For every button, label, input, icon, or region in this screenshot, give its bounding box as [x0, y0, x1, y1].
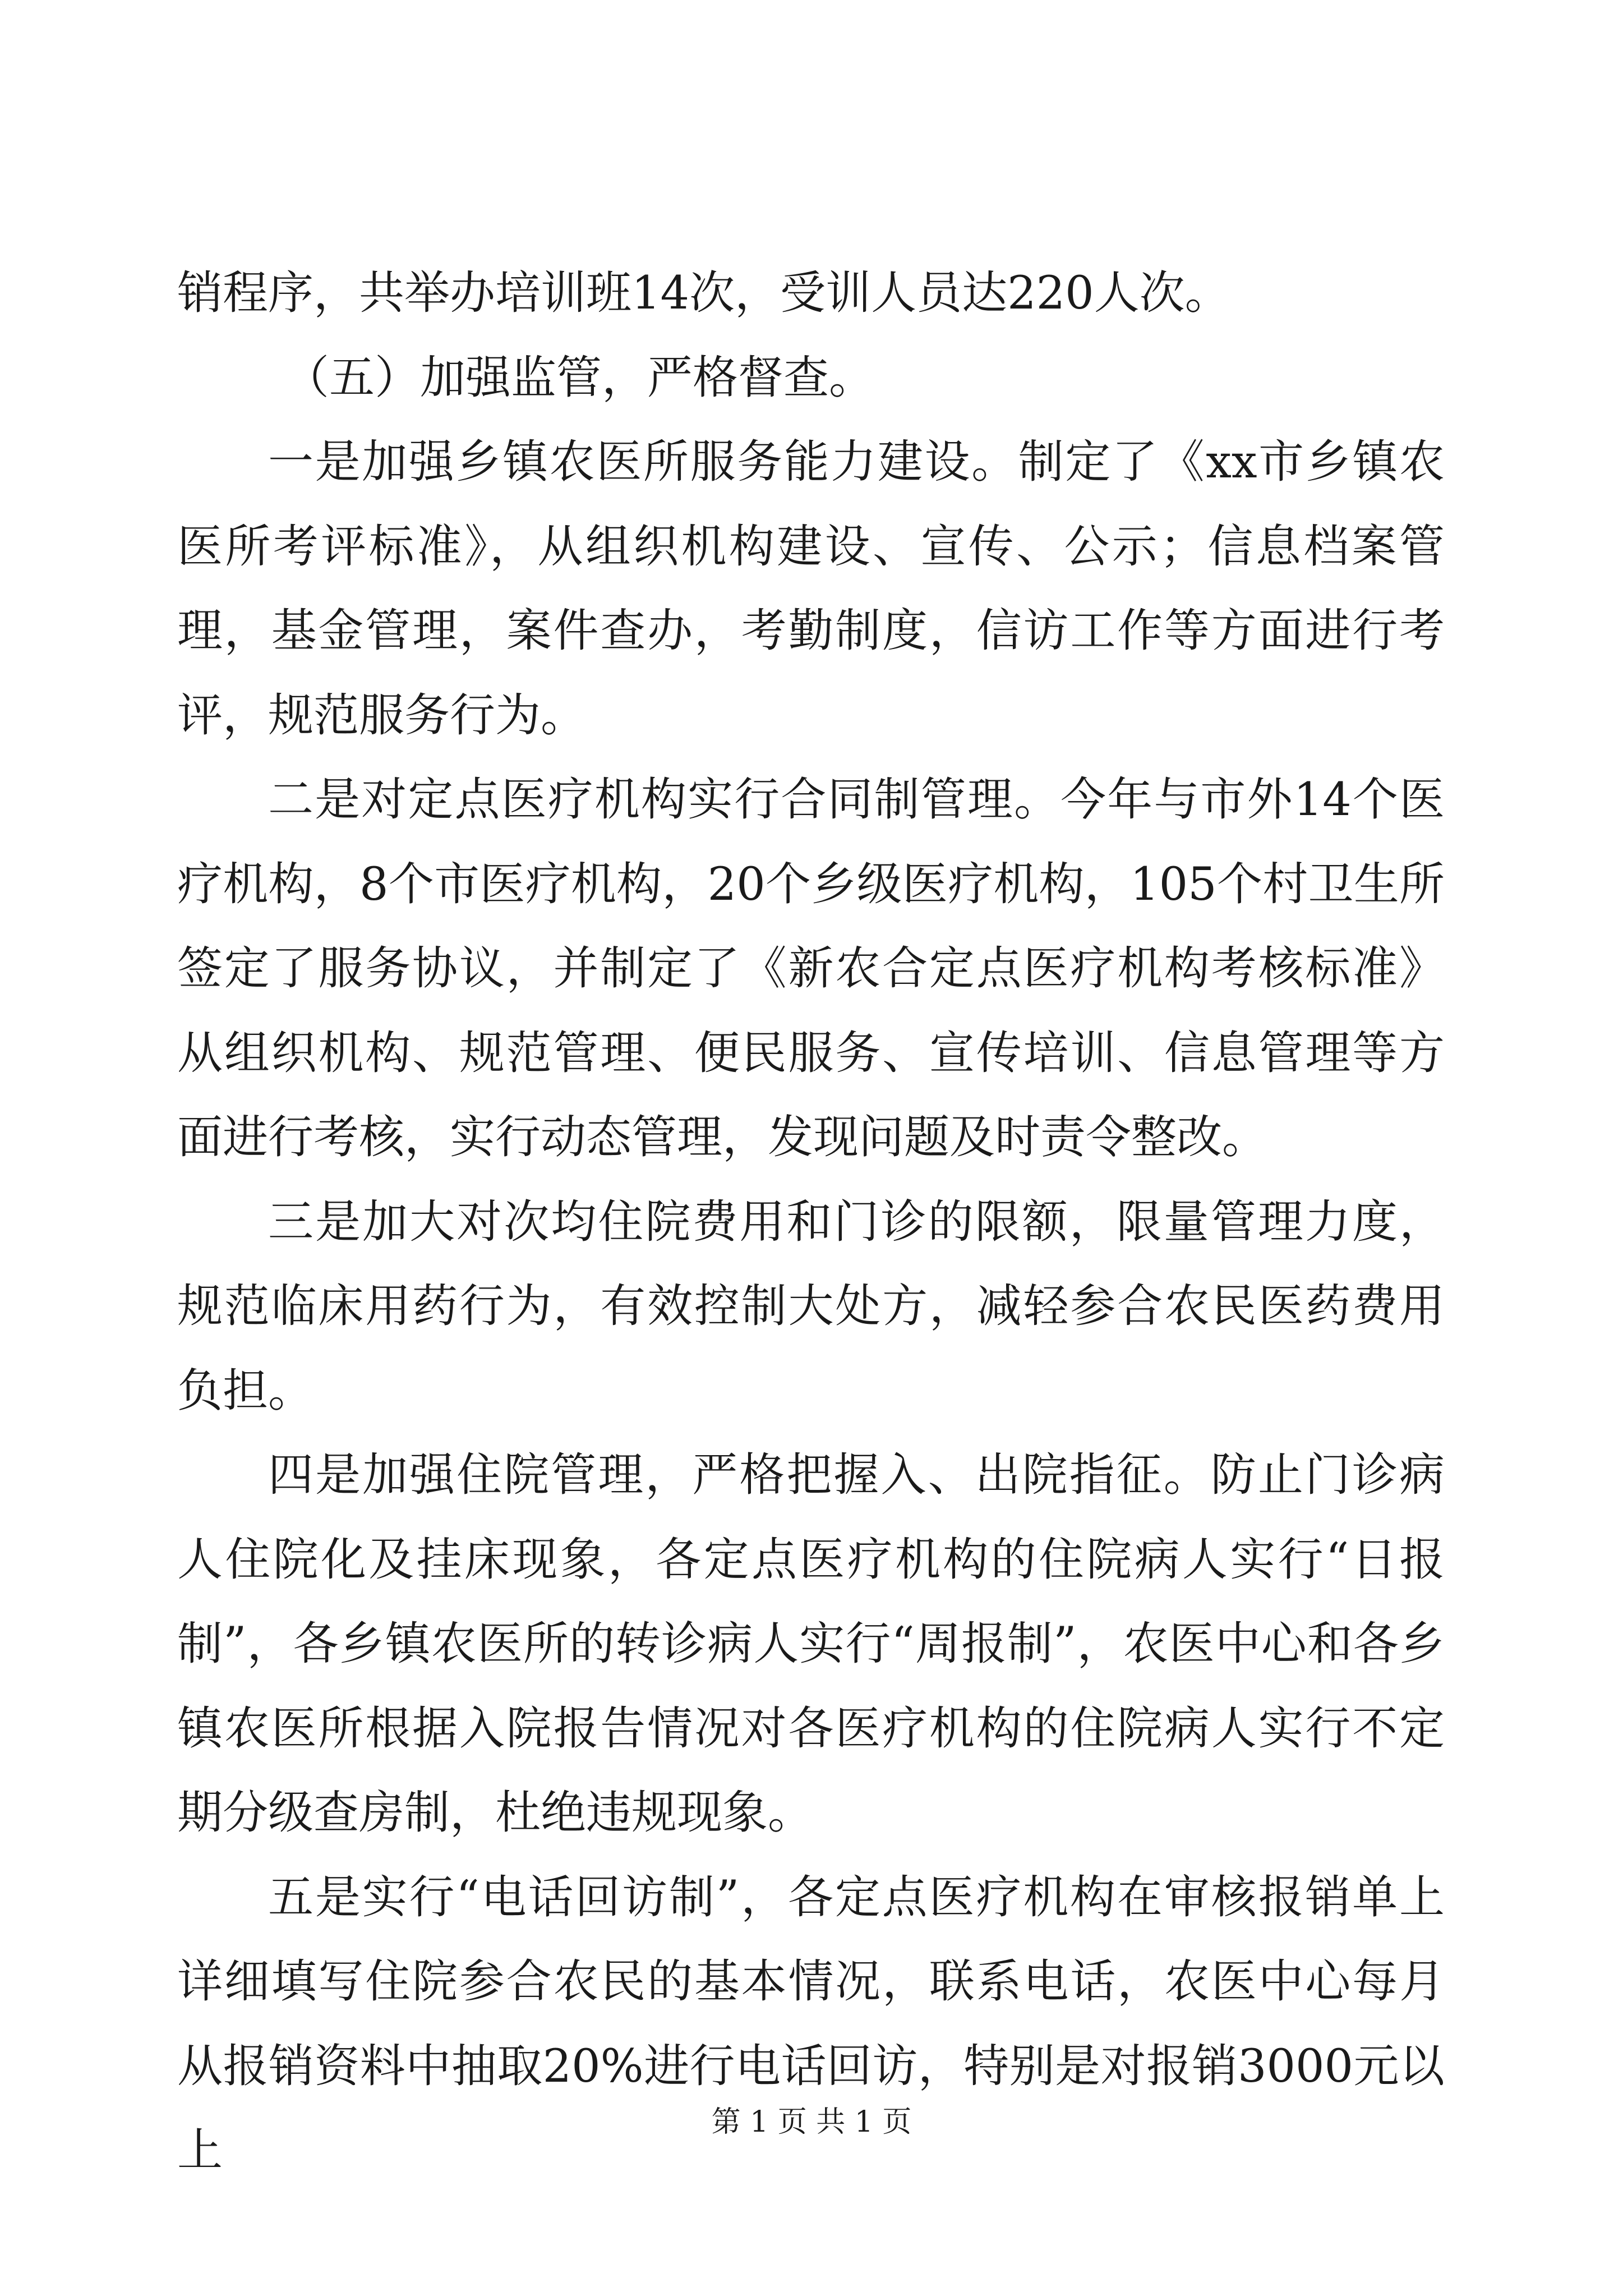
paragraph-item-3: 三是加大对次均住院费用和门诊的限额，限量管理力度，规范临床用药行为，有效控制大处方，减轻参合农民医药费用负担。: [177, 1195, 1445, 1418]
paragraph-item-4: 四是加强住院管理，严格把握入、出院指征。防止门诊病人住院化及挂床现象，各定点医疗机构的住院病人实行“日报制”，各乡镇农医所的转诊病人实行“周报制”，农医中心和各乡镇农医所根据入院报告情况对各医疗机构的住院病人实行不定期分级查房制，杜绝违规现象。: [177, 1449, 1445, 1839]
document-body: [177, 251, 1445, 2193]
paragraph-item-1: 一是加强乡镇农医所服务能力建设。制定了《xx市乡镇农医所考评标准》，从组织机构建设、宣传、公示；信息档案管理，基金管理，案件查办，考勤制度，信访工作等方面进行考评，规范服务行为。: [177, 436, 1445, 742]
section-heading: （五）加强监管，严格督查。: [284, 351, 875, 404]
paragraph-item-2: 二是对定点医疗机构实行合同制管理。今年与市外14个医疗机构，8个市医疗机构，20个乡级医疗机构，105个村卫生所签定了服务协议，并制定了《新农合定点医疗机构考核标准》从组织机构、规范管理、便民服务、宣传培训、信息管理等方面进行考核，实行动态管理，发现问题及时责令整改。: [177, 774, 1445, 1164]
page-footer: 第 1 页 共 1 页: [711, 2105, 912, 2139]
paragraph-continuation: 销程序，共举办培训班14次，受训人员达220人次。: [177, 267, 1230, 320]
paragraph-item-5: 五是实行“电话回访制”，各定点医疗机构在审核报销单上详细填写住院参合农民的基本情况，联系电话，农医中心每月从报销资料中抽取20%进行电话回访，特别是对报销3000元以上: [177, 1871, 1445, 2177]
